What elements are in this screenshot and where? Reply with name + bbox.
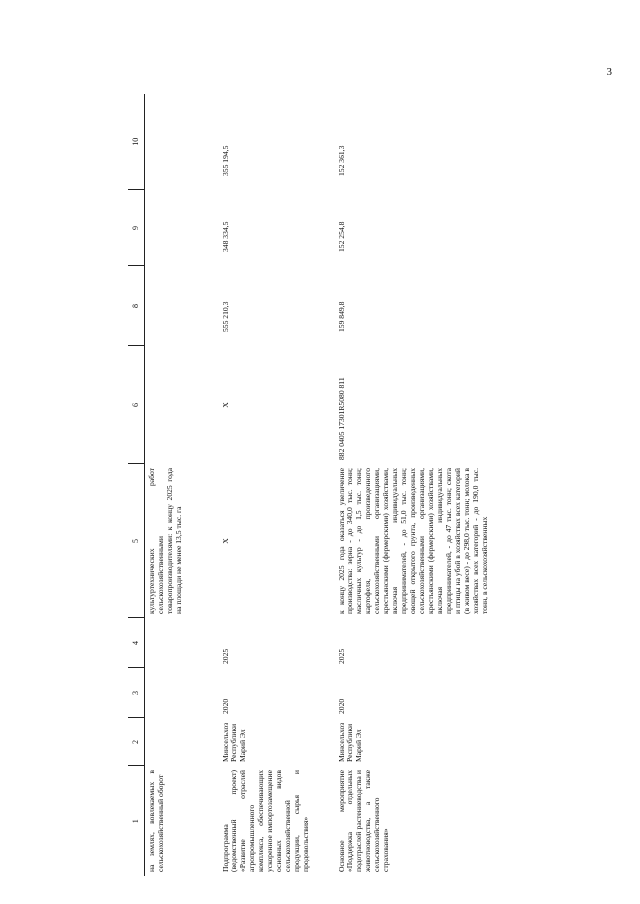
cell-amount-col10: 152 361,3: [336, 145, 346, 176]
cell-amount-col9: 152 254,8: [336, 221, 346, 252]
cell-expected-result: к концу 2025 года оказаться увеличение производства: зерна - до 340,0 тыс. тонн; масличных культур - до 1,5 тыс. тонн; картофеля, произведенного сельскохозяйственными организациями, крестьянскими (фермерскими) хозяйствами, включая индивидуальных предпринимателей, - до 51,0 тыс. тонн; овощей открытого грунта, произведенных сельскохозяйственными организациями, крестьянскими (фермерскими) хозяйствами, включая индивидуальных предпринимателей, - до 47 тыс. тонн; скота и птицы на убой в хозяйствах всех категорий (в живом весе) - до 298,0 тыс. тонн; молока в хозяйствах всех категорий - до 190,0 тыс. тонн, в сельскохозяйственных: [336, 468, 489, 614]
cell-amount-col10: [145, 94, 219, 190]
cell-amount-col10: 355 194,5: [220, 145, 230, 176]
cell-measure-name: Основное мероприятие «Поддержка отдельных подотраслей растениеводства и животноводства, а также сельскохозяйственного страхования»: [336, 770, 391, 872]
column-header: 3: [128, 668, 145, 718]
cell-measure-name: Подпрограмма (ведомственный проект) «Развитие отраслей агропромышленного комплекса, обеспечивающих ускоренное импортозамещение основных видов сельскохозяйственной продукции, сырья и продовольствия»: [220, 770, 311, 872]
header-row: [128, 94, 145, 876]
column-header: 5: [128, 464, 145, 618]
cell-start-year: 2020: [220, 698, 230, 714]
cell-executor: Минсельхоз Республики Марий Эл: [220, 722, 248, 762]
cell-budget-code: 882 0405 17301R5080 811: [336, 377, 346, 460]
cell-expected-result: культуртехнических работ сельскохозяйственными товаропроизводителями: к концу 2025 года на площади не менее 13,5 тыс. га: [147, 468, 183, 614]
cell-expected-result: Х: [220, 538, 230, 544]
column-header: 6: [128, 346, 145, 464]
cell-amount-col8: 159 849,8: [336, 301, 346, 332]
table-row: [219, 94, 335, 876]
page-number: 3: [606, 66, 612, 78]
cell-start-year: [145, 668, 219, 718]
program-table: [128, 94, 492, 876]
column-header: 10: [128, 94, 145, 190]
rotated-table-area: [128, 94, 489, 876]
cell-amount-col9: 348 334,5: [220, 221, 230, 252]
cell-end-year: 2025: [336, 648, 346, 664]
table-row: [335, 94, 492, 876]
cell-amount-col8: 555 210,3: [220, 301, 230, 332]
cell-end-year: 2025: [220, 648, 230, 664]
column-header: 2: [128, 718, 145, 766]
column-header: 1: [128, 766, 145, 876]
cell-amount-col9: [145, 190, 219, 266]
column-header: 8: [128, 266, 145, 346]
cell-budget-code: Х: [220, 402, 230, 408]
cell-executor: [145, 718, 219, 766]
cell-end-year: [145, 618, 219, 668]
cell-executor: Минсельхоз Республики Марий Эл: [336, 722, 364, 762]
column-header: 9: [128, 190, 145, 266]
table-row: [145, 94, 219, 876]
cell-amount-col8: [145, 266, 219, 346]
cell-start-year: 2020: [336, 698, 346, 714]
cell-budget-code: [145, 346, 219, 464]
cell-measure-name: на землях, вовлекаемых в сельскохозяйственный оборот: [147, 770, 165, 872]
column-header: 4: [128, 618, 145, 668]
